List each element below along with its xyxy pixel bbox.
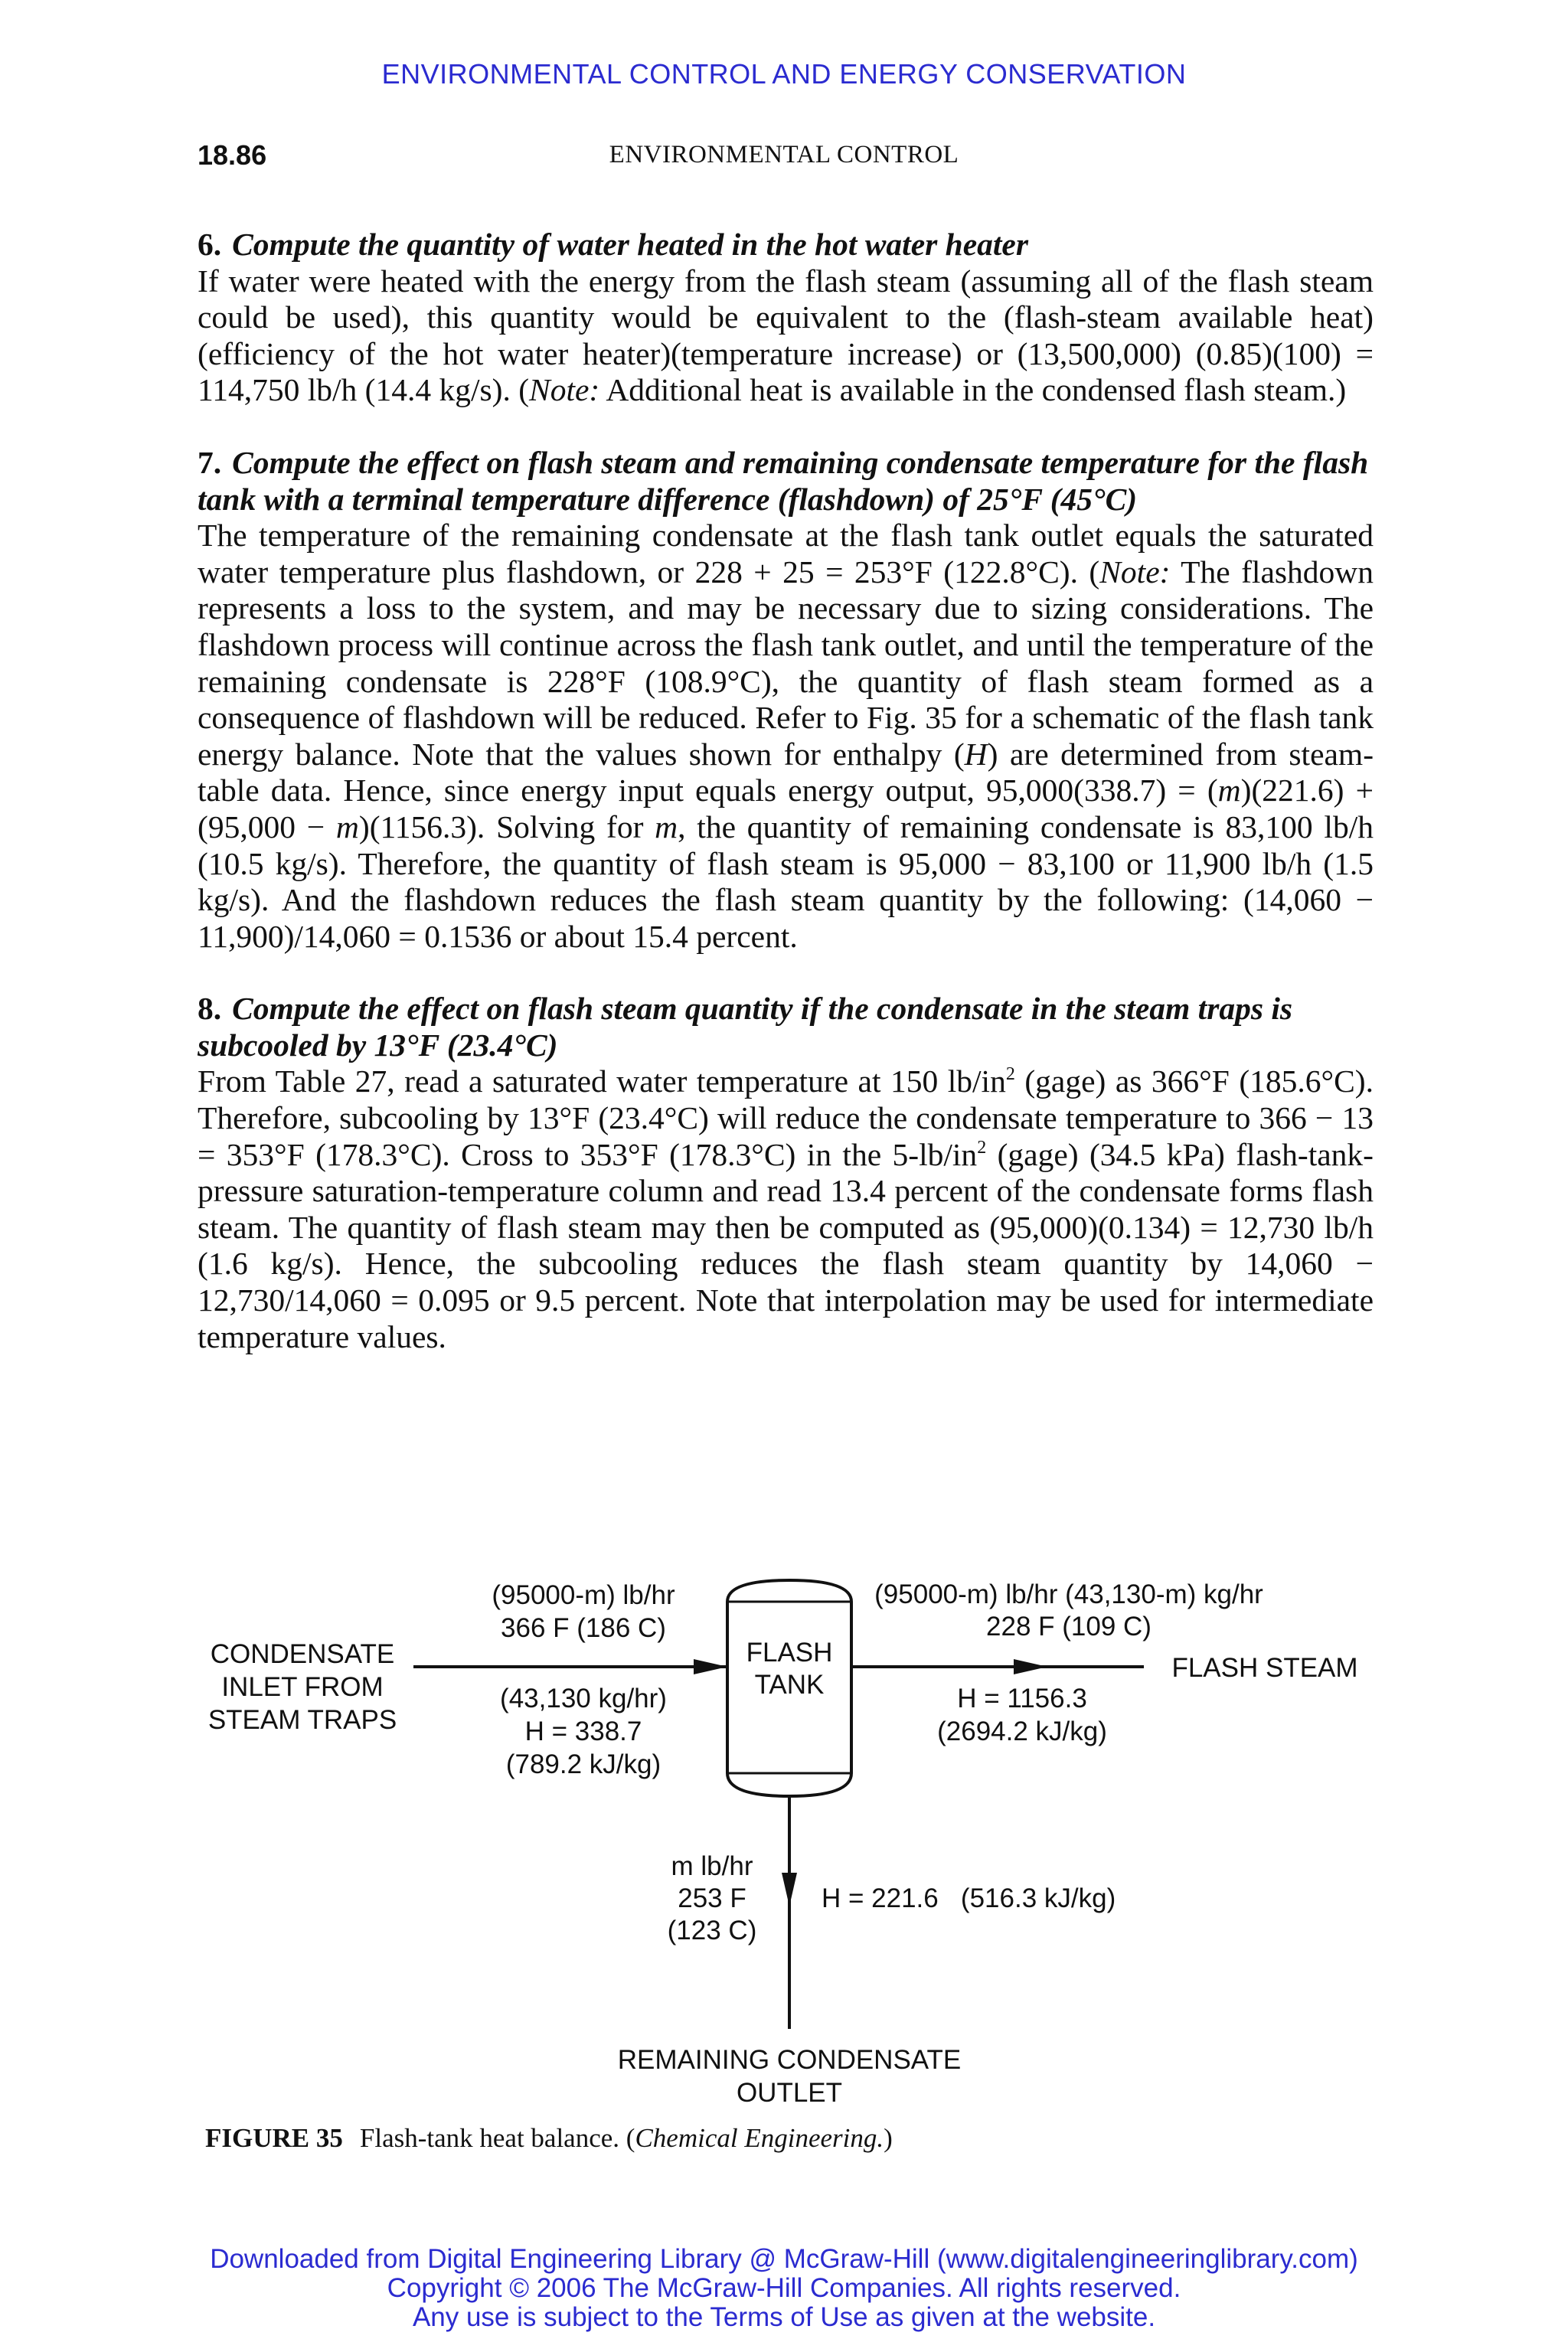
superscript: 2 <box>977 1137 987 1158</box>
step-title: Compute the effect on flash steam and remaining condensate temperature for the flash tank with a terminal temperature difference (flashdown) of 25°F (45°C) <box>198 444 1369 517</box>
inlet-flow-label: (95000-m) lb/hr <box>492 1580 675 1610</box>
caption-source: Chemical Engineering. <box>635 2123 884 2153</box>
banner-title: ENVIRONMENTAL CONTROL AND ENERGY CONSERVATION <box>381 58 1187 90</box>
outlet-temp-si-label: (123 C) <box>667 1916 757 1945</box>
body-text: (gage) (34.5 kPa) flash-tank-pressure saturation-temperature column and read 13.4 percent of the condensate forms flash steam. The quantity of flash steam may then be computed as (95,000)(0.134) = 12,730 lb/h (1.6 kg/s). Hence, the subcooling reduces the flash steam quantity by 14,060 − 12,730/14,060 = 0.095 or 9.5 percent. Note that interpolation may be used for intermediate temperature values. <box>198 1136 1374 1354</box>
body-text: , the quantity of remaining condensate is 83,100 lb/h (10.5 kg/s). Therefore, the quantity of flash steam is 95,000 − 83,100 or 11,900 lb/h (1.5 kg/s). And the flashdown reduces the flash steam quantity by the following: (14,060 − 11,900)/14,060 = 0.1536 or about 15.4 percent. <box>198 808 1374 954</box>
step-title: Compute the effect on flash steam quantity if the condensate in the steam traps is subcooled by 13°F (23.4°C) <box>198 991 1293 1063</box>
step-6 <box>198 227 1374 409</box>
steam-flow-label: (95000-m) lb/hr (43,130-m) kg/hr <box>874 1579 1263 1609</box>
body-text: (gage) as 366°F (185.6°C). Therefore, subcooling by 13°F (23.4°C) will reduce the condensate temperature to 366 − 13 = 353°F (178.3°C). Cross to 353°F (178.3°C) in the 5-lb/in <box>198 1063 1374 1172</box>
footer-line: Copyright © 2006 The McGraw-Hill Companies. All rights reserved. <box>387 2273 1181 2303</box>
outlet-label: REMAINING CONDENSATE <box>617 2045 962 2075</box>
inlet-temp-label: 366 F (186 C) <box>501 1613 666 1643</box>
caption-text: Flash-tank heat balance. ( <box>359 2123 635 2153</box>
footer <box>0 2245 1568 2332</box>
step-body <box>198 263 1374 409</box>
step-number: 7. <box>198 444 222 480</box>
figure-label: FIGURE 35 <box>205 2123 343 2153</box>
body-text: If water were heated with the energy from the flash steam (assuming all of the flash steam could be used), this quantity would be equivalent to the (flash-steam available heat)(efficiency of the hot water heater)(temperature increase) or (13,500,000) (0.85)(100) = 114,750 lb/h (14.4 kg/s). ( <box>198 263 1374 408</box>
inlet-arrowhead <box>694 1659 727 1674</box>
body-italic: Note: <box>1099 554 1171 590</box>
body-text: ) are determined from steam-table data. Hence, since energy input equals energy output, 95,000(338.7) = ( <box>198 736 1374 808</box>
body-text: The flashdown represents a loss to the system, and may be necessary due to sizing considerations. The flashdown process will continue across the flash tank outlet, and until the temperature of the remaining condensate is 228°F (108.9°C), the quantity of flash steam formed as a consequence of flashdown will be reduced. Refer to Fig. 35 for a schematic of the flash tank energy balance. Note that the values shown for enthalpy ( <box>198 554 1374 772</box>
tank-label: FLASH <box>746 1638 833 1668</box>
footer-line: Downloaded from Digital Engineering Library @ McGraw-Hill (www.digitalengineeringlibrary.com) <box>210 2244 1358 2274</box>
step-body <box>198 1063 1374 1355</box>
body-text: )(1156.3). Solving for <box>358 808 655 844</box>
inlet-label: STEAM TRAPS <box>207 1705 397 1735</box>
steam-temp-label: 228 F (109 C) <box>986 1612 1152 1642</box>
outlet-enthalpy-label: H = 221.6 (516.3 kJ/kg) <box>822 1883 1116 1913</box>
body-text: The temperature of the remaining condensate at the flash tank outlet equals the saturated water temperature plus flashdown, or 228 + 25 = 253°F (122.8°C). ( <box>198 518 1374 590</box>
step-heading <box>198 991 1374 1063</box>
body-text: Additional heat is available in the condensed flash steam.) <box>599 372 1347 408</box>
step-heading <box>198 227 1374 263</box>
step-number: 6. <box>198 227 222 262</box>
inlet-enthalpy-si-label: (789.2 kJ/kg) <box>505 1749 662 1779</box>
superscript: 2 <box>1005 1064 1015 1085</box>
step-8 <box>198 991 1374 1355</box>
page-number: 18.86 <box>198 139 267 171</box>
steam-enthalpy-label: H = 1156.3 <box>957 1684 1087 1713</box>
inlet-enthalpy-label: H = 338.7 <box>524 1717 642 1746</box>
step-heading <box>198 445 1374 518</box>
inlet-label: CONDENSATE <box>210 1639 395 1669</box>
inlet-mass-label: (43,130 kg/hr) <box>500 1684 667 1713</box>
body-italic: m <box>655 808 678 844</box>
main-content <box>198 227 1374 1391</box>
steam-enthalpy-si-label: (2694.2 kJ/kg) <box>937 1717 1107 1746</box>
running-title: ENVIRONMENTAL CONTROL <box>609 141 959 168</box>
flash-steam-label: FLASH STEAM <box>1171 1653 1358 1683</box>
flash-tank-diagram <box>0 1547 1568 2121</box>
outlet-flow-label: m lb/hr <box>671 1851 753 1881</box>
caption-close: ) <box>884 2123 893 2153</box>
step-title: Compute the quantity of water heated in the hot water heater <box>232 227 1028 262</box>
outlet-temp-label: 253 F <box>678 1883 746 1913</box>
tank-label: TANK <box>754 1670 825 1700</box>
body-italic: H <box>964 736 988 772</box>
figure-caption <box>205 2123 893 2154</box>
body-italic: m <box>1217 773 1241 808</box>
inlet-label: INLET FROM <box>221 1672 384 1702</box>
step-number: 8. <box>198 991 222 1027</box>
outlet-label: OUTLET <box>736 2078 843 2108</box>
step-body <box>198 518 1374 955</box>
steam-arrowhead <box>1014 1659 1047 1674</box>
body-text: From Table 27, read a saturated water temperature at 150 lb/in <box>198 1063 1006 1099</box>
footer-line: Any use is subject to the Terms of Use as given at the website. <box>412 2302 1156 2332</box>
body-italic: m <box>335 808 359 844</box>
body-text: )(221.6) + (95,000 − <box>198 773 1374 844</box>
body-italic: Note: <box>529 372 600 408</box>
outlet-arrowhead <box>782 1873 797 1906</box>
step-7 <box>198 445 1374 955</box>
